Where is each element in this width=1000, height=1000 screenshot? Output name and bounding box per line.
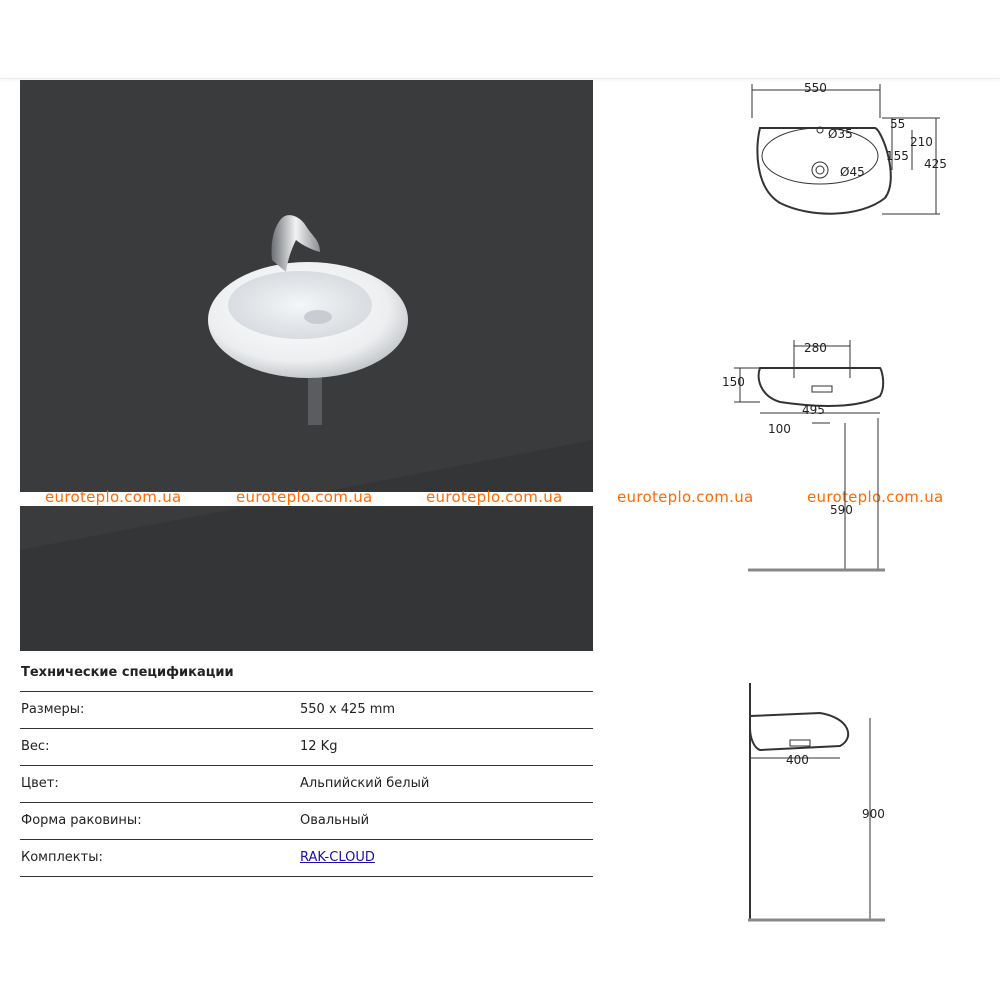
dim-400: 400: [786, 753, 809, 767]
spec-key: Вес:: [21, 739, 50, 754]
spec-value: Овальный: [300, 813, 370, 828]
dim-155: 155: [886, 149, 909, 163]
spec-key: Размеры:: [21, 702, 85, 717]
watermark-text: euroteplo.com.ua: [236, 488, 373, 506]
spec-key: Цвет:: [21, 776, 59, 791]
dim-150: 150: [722, 375, 745, 389]
dim-100: 100: [768, 422, 791, 436]
dim-900: 900: [862, 807, 885, 821]
spec-value: 12 Kg: [300, 739, 338, 754]
dim-55: 55: [890, 117, 906, 131]
spec-value: 550 x 425 mm: [300, 702, 396, 717]
dim-425: 425: [924, 157, 947, 171]
dim-550: 550: [804, 81, 827, 95]
top-header-bar: [0, 0, 1000, 79]
spec-row-color: [20, 766, 593, 803]
dim-210: 210: [910, 135, 933, 149]
collection-link[interactable]: RAK-CLOUD: [300, 850, 375, 865]
spec-row-shape: [20, 803, 593, 840]
spec-row-weight: [20, 729, 593, 766]
dim-590: 590: [830, 503, 853, 517]
technical-drawings: [700, 78, 1000, 958]
spec-row-collection: [20, 840, 593, 877]
dim-hole-45: Ø45: [840, 165, 865, 179]
watermark-text: euroteplo.com.ua: [807, 488, 944, 506]
dim-hole-35: Ø35: [828, 127, 853, 141]
watermark-text: euroteplo.com.ua: [45, 488, 182, 506]
watermark-text: euroteplo.com.ua: [426, 488, 563, 506]
dim-280: 280: [804, 341, 827, 355]
product-photo: [20, 80, 593, 651]
spec-value: Альпийский белый: [300, 776, 430, 791]
spec-key: Форма раковины:: [21, 813, 142, 828]
spec-row-dimensions: [20, 692, 593, 729]
spec-key: Комплекты:: [21, 850, 103, 865]
spec-table: [20, 655, 593, 877]
dim-495: 495: [802, 403, 825, 417]
spec-title: Технические спецификации: [20, 655, 593, 692]
watermark-text: euroteplo.com.ua: [617, 488, 754, 506]
